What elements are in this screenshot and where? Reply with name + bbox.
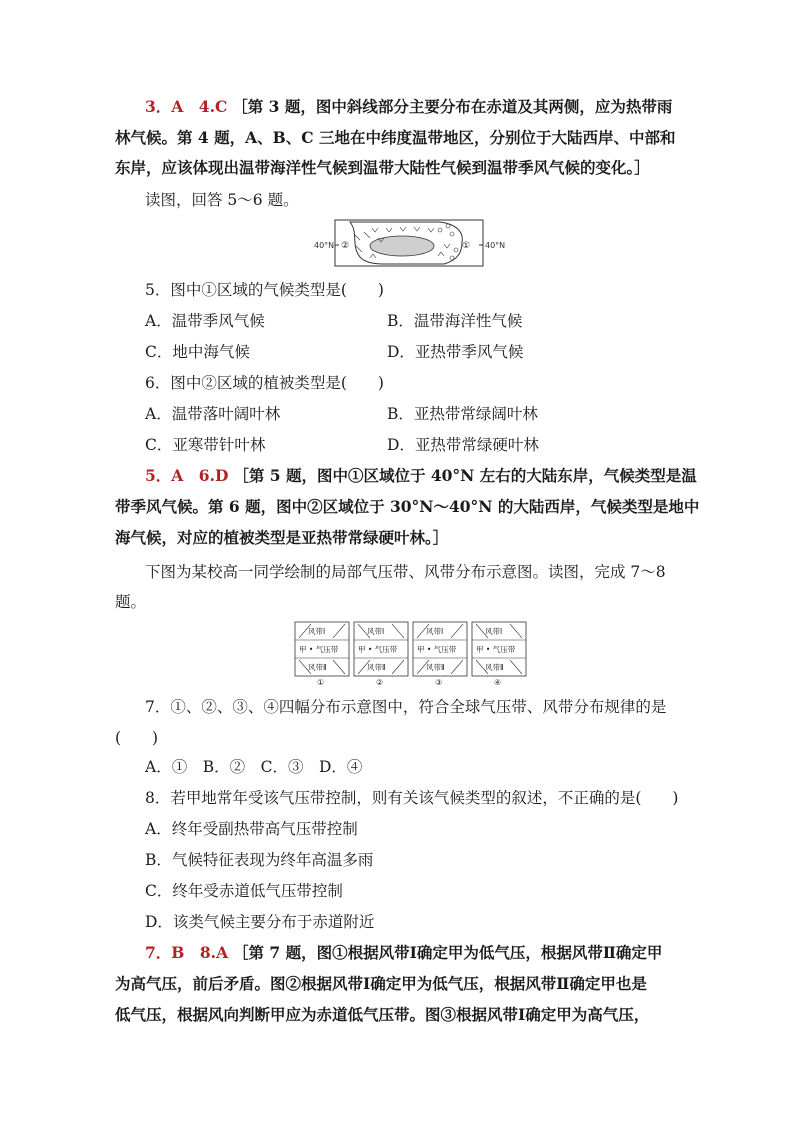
answer-7-8-line3: 低气压，根据风向判断甲应为赤道低气压带。图③根据风带Ⅰ确定甲为高气压， (115, 1005, 650, 1024)
answer-3-4-text1: ［第 3 题，图中斜线部分主要分布在赤道及其两侧，应为热带雨 (232, 97, 673, 116)
q5-option-c[interactable]: C．地中海气候 (145, 343, 250, 361)
panel-2-number: ② (376, 678, 384, 686)
panel-1-mid: 甲 • 气压带 (299, 645, 339, 654)
climate-map (312, 218, 512, 270)
answer-7-8-text1: ［第 7 题，图①根据风带Ⅰ确定甲为低气压，根据风带Ⅱ确定甲 (233, 943, 663, 962)
answer-5-6-label: 5．A 6.D (145, 466, 229, 485)
panel-3-number: ③ (435, 678, 443, 686)
q7-options[interactable]: A．① B．② C．③ D．④ (145, 758, 363, 776)
q6-option-c[interactable]: C．亚寒带针叶林 (145, 436, 266, 454)
q6-option-a[interactable]: A．温带落叶阔叶林 (145, 405, 281, 423)
answer-3-4-line3: 东岸，应该体现出温带海洋性气候到温带大陆性气候到温带季风气候的变化。］ (115, 158, 650, 177)
panel-2-bot: 风带Ⅱ (367, 663, 386, 672)
question-7-line2: ( ) (115, 729, 159, 747)
map-lat-right: 40°N (485, 241, 506, 250)
panel-1-number: ① (317, 678, 325, 686)
intro-7-8-line1: 下图为某校高一同学绘制的局部气压带、风带分布示意图。读图，完成 7～8 (145, 563, 666, 581)
map-lat-left: 40°N (314, 241, 335, 250)
answer-5-6-line3: 海气候，对应的植被类型是亚热带常绿硬叶林。］ (115, 528, 449, 547)
q8-option-b[interactable]: B．气候特征表现为终年高温多雨 (145, 851, 374, 869)
panel-2-mid: 甲 • 气压带 (358, 645, 398, 654)
panel-3-bot: 风带Ⅱ (426, 663, 445, 672)
panel-4-number: ④ (494, 678, 502, 686)
q8-option-d[interactable]: D．该类气候主要分布于赤道附近 (145, 913, 375, 931)
answer-7-8-line1 (145, 943, 662, 963)
answer-5-6-text1: ［第 5 题，图中①区域位于 40°N 左右的大陆东岸，气候类型是温 (233, 466, 697, 485)
answer-3-4-line2: 林气候。第 4 题，A、B、C 三地在中纬度温带地区，分别位于大陆西岸、中部和 (115, 128, 676, 147)
q6-option-d[interactable]: D．亚热带常绿硬叶林 (387, 436, 539, 454)
panel-4-top: 风带Ⅰ (485, 627, 503, 636)
panel-4-bot: 风带Ⅱ (485, 663, 504, 672)
q6-option-b[interactable]: B．亚热带常绿阔叶林 (387, 405, 538, 423)
answer-3-4-line1 (145, 97, 672, 117)
question-5-stem: 5．图中①区域的气候类型是( ) (145, 281, 384, 299)
panel-1-top: 风带Ⅰ (308, 627, 326, 636)
panel-3 (413, 622, 467, 686)
panel-1 (295, 622, 349, 686)
answer-5-6-line2: 带季风气候。第 6 题，图中②区域位于 30°N～40°N 的大陆西岸，气候类型是地中 (115, 497, 700, 516)
question-7-line1: 7．①、②、③、④四幅分布示意图中，符合全球气压带、风带分布规律的是 (145, 698, 667, 716)
map-region-1: ① (462, 241, 471, 251)
q8-option-c[interactable]: C．终年受赤道低气压带控制 (145, 882, 343, 900)
answer-7-8-line2: 为高气压，前后矛盾。图②根据风带Ⅰ确定甲为低气压，根据风带Ⅱ确定甲也是 (115, 974, 647, 993)
question-6-stem: 6．图中②区域的植被类型是( ) (145, 374, 384, 392)
read-instruction-5-6: 读图，回答 5～6 题。 (145, 191, 299, 209)
q5-option-b[interactable]: B．温带海洋性气候 (387, 312, 523, 330)
intro-7-8-line2: 题。 (115, 593, 147, 611)
panel-3-top: 风带Ⅰ (426, 627, 444, 636)
panel-4 (472, 622, 526, 686)
panel-4-mid: 甲 • 气压带 (476, 645, 516, 654)
panel-2-top: 风带Ⅰ (367, 627, 385, 636)
answer-5-6-line1 (145, 466, 697, 486)
q8-option-a[interactable]: A．终年受副热带高气压带控制 (145, 820, 358, 838)
panel-1-bot: 风带Ⅱ (308, 663, 327, 672)
pressure-belt-diagram (293, 620, 531, 686)
panel-2 (354, 622, 408, 686)
answer-7-8-label: 7．B 8.A (145, 943, 229, 962)
q5-option-d[interactable]: D．亚热带季风气候 (387, 343, 524, 361)
q5-option-a[interactable]: A．温带季风气候 (145, 312, 265, 330)
question-8-stem: 8．若甲地常年受该气压带控制，则有关该气候类型的叙述，不正确的是( ) (145, 789, 679, 807)
answer-3-4-label: 3．A 4.C (145, 97, 228, 116)
map-region-2: ② (341, 241, 350, 251)
panel-3-mid: 甲 • 气压带 (417, 645, 457, 654)
